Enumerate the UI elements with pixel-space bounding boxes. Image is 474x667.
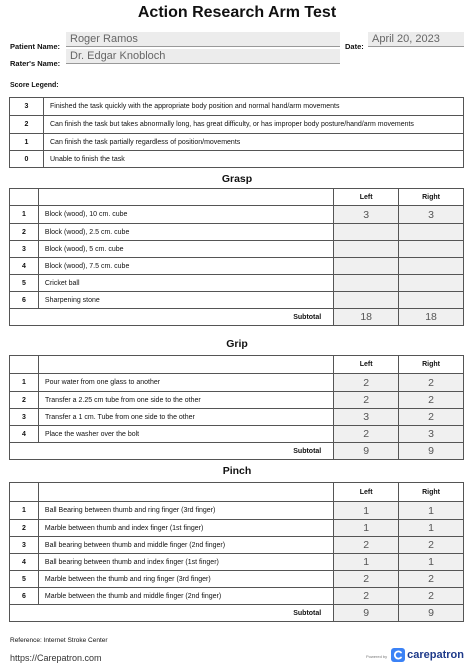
subtotal-label: Subtotal	[10, 309, 334, 326]
task-description: Cricket ball	[38, 275, 333, 292]
task-description: Marble between the thumb and middle finger (2nd finger)	[38, 588, 333, 605]
table-row	[10, 426, 464, 443]
left-subtotal-field[interactable]: 9	[334, 605, 399, 622]
date-label: Date:	[345, 42, 364, 51]
right-score-field[interactable]: 2	[399, 588, 464, 605]
left-score-field[interactable]: 1	[334, 502, 399, 520]
task-number: 1	[10, 502, 39, 520]
right-subtotal-field[interactable]: 18	[399, 309, 464, 326]
right-score-field[interactable]	[399, 275, 464, 292]
task-number: 2	[10, 224, 39, 241]
task-description: Place the washer over the bolt	[38, 426, 333, 443]
right-score-field[interactable]: 3	[399, 206, 464, 224]
legend-score: 2	[10, 116, 44, 134]
table-row	[10, 520, 464, 537]
table-row	[10, 554, 464, 571]
task-description: Block (wood), 5 cm. cube	[38, 241, 333, 258]
task-number: 5	[10, 275, 39, 292]
task-number: 1	[10, 206, 39, 224]
left-subtotal-field[interactable]: 9	[334, 443, 399, 460]
left-subtotal-field[interactable]: 18	[334, 309, 399, 326]
right-column-header: Right	[399, 189, 464, 206]
task-number: 3	[10, 241, 39, 258]
task-number: 5	[10, 571, 39, 588]
form-title: Action Research Arm Test	[137, 4, 337, 21]
table-row	[10, 241, 464, 258]
table-row	[10, 206, 464, 224]
right-subtotal-field[interactable]: 9	[399, 443, 464, 460]
table-row	[10, 409, 464, 426]
legend-description: Can finish the task but takes abnormally long, has great difficulty, or has improper body posture/hand/arm movements	[44, 116, 464, 134]
task-number: 3	[10, 409, 39, 426]
score-legend-table	[9, 97, 464, 168]
legend-row	[10, 98, 464, 116]
reference-note: Reference: Internet Stroke Center	[10, 637, 108, 644]
table-row	[10, 588, 464, 605]
task-description: Transfer a 2.25 cm tube from one side to the other	[38, 392, 333, 409]
table-row	[10, 275, 464, 292]
subtotal-row	[10, 309, 464, 326]
right-score-field[interactable]: 1	[399, 554, 464, 571]
grasp-table	[9, 188, 464, 326]
left-column-header: Left	[334, 483, 399, 502]
table-row	[10, 224, 464, 241]
left-score-field[interactable]: 2	[334, 537, 399, 554]
left-score-field[interactable]: 2	[334, 374, 399, 392]
task-description: Block (wood), 7.5 cm. cube	[38, 258, 333, 275]
table-row	[10, 374, 464, 392]
left-column-header: Left	[334, 356, 399, 374]
table-row	[10, 502, 464, 520]
task-number: 6	[10, 292, 39, 309]
right-score-field[interactable]	[399, 241, 464, 258]
table-row	[10, 571, 464, 588]
task-description: Marble between the thumb and ring finger (3rd finger)	[38, 571, 333, 588]
left-score-field[interactable]: 1	[334, 520, 399, 537]
table-header-row	[10, 356, 464, 374]
task-number: 1	[10, 374, 39, 392]
legend-score: 0	[10, 151, 44, 168]
legend-score: 1	[10, 134, 44, 151]
brand-badge[interactable]	[366, 648, 464, 662]
left-score-field[interactable]: 2	[334, 571, 399, 588]
legend-score: 3	[10, 98, 44, 116]
right-score-field[interactable]	[399, 292, 464, 309]
left-score-field[interactable]: 3	[334, 206, 399, 224]
date-field[interactable]: April 20, 2023	[368, 32, 464, 47]
right-score-field[interactable]: 2	[399, 571, 464, 588]
task-description: Ball bearing between thumb and index finger (1st finger)	[38, 554, 333, 571]
table-row	[10, 392, 464, 409]
right-score-field[interactable]: 2	[399, 374, 464, 392]
footer-link[interactable]: https://Carepatron.com	[10, 653, 102, 663]
task-description: Ball bearing between thumb and middle finger (2nd finger)	[38, 537, 333, 554]
left-score-field[interactable]	[334, 275, 399, 292]
task-description: Pour water from one glass to another	[38, 374, 333, 392]
right-score-field[interactable]	[399, 258, 464, 275]
patient-name-field[interactable]: Roger Ramos	[66, 32, 340, 47]
legend-row	[10, 116, 464, 134]
grip-table	[9, 355, 464, 460]
right-column-header: Right	[399, 356, 464, 374]
table-row	[10, 537, 464, 554]
task-number: 2	[10, 392, 39, 409]
left-score-field[interactable]	[334, 241, 399, 258]
task-number: 6	[10, 588, 39, 605]
score-legend-title: Score Legend:	[10, 82, 59, 89]
table-header-row	[10, 483, 464, 502]
subtotal-label: Subtotal	[10, 443, 334, 460]
task-description: Ball Bearing between thumb and ring finger (3rd finger)	[38, 502, 333, 520]
task-number: 4	[10, 258, 39, 275]
rater-name-label: Rater's Name:	[10, 59, 61, 68]
right-score-field[interactable]: 3	[399, 426, 464, 443]
table-header-row	[10, 189, 464, 206]
left-score-field[interactable]: 2	[334, 392, 399, 409]
subtotal-row	[10, 605, 464, 622]
pinch-section-title: Pinch	[222, 465, 252, 477]
left-score-field[interactable]: 2	[334, 426, 399, 443]
left-score-field[interactable]: 2	[334, 588, 399, 605]
legend-description: Finished the task quickly with the appropriate body position and normal hand/arm movements	[44, 98, 464, 116]
brand-name: carepatron	[407, 649, 464, 661]
right-score-field[interactable]: 2	[399, 537, 464, 554]
table-row	[10, 258, 464, 275]
task-number: 4	[10, 426, 39, 443]
task-number: 3	[10, 537, 39, 554]
legend-description: Unable to finish the task	[44, 151, 464, 168]
legend-row	[10, 151, 464, 168]
left-score-field[interactable]	[334, 224, 399, 241]
subtotal-row	[10, 443, 464, 460]
right-subtotal-field[interactable]: 9	[399, 605, 464, 622]
task-number: 4	[10, 554, 39, 571]
right-column-header: Right	[399, 483, 464, 502]
left-score-field[interactable]	[334, 258, 399, 275]
grasp-section-title: Grasp	[221, 173, 253, 185]
task-description: Transfer a 1 cm. Tube from one side to the other	[38, 409, 333, 426]
right-score-field[interactable]	[399, 224, 464, 241]
right-score-field[interactable]: 1	[399, 502, 464, 520]
left-column-header: Left	[334, 189, 399, 206]
table-row	[10, 292, 464, 309]
left-score-field[interactable]: 1	[334, 554, 399, 571]
subtotal-label: Subtotal	[10, 605, 334, 622]
task-description: Marble between thumb and index finger (1st finger)	[38, 520, 333, 537]
legend-description: Can finish the task partially regardless of position/movements	[44, 134, 464, 151]
task-description: Block (wood), 2.5 cm. cube	[38, 224, 333, 241]
patient-name-label: Patient Name:	[10, 42, 61, 51]
carepatron-logo-icon	[391, 648, 405, 662]
right-score-field[interactable]: 2	[399, 409, 464, 426]
task-description: Sharpening stone	[38, 292, 333, 309]
right-score-field[interactable]: 2	[399, 392, 464, 409]
right-score-field[interactable]: 1	[399, 520, 464, 537]
grip-section-title: Grip	[226, 338, 248, 350]
legend-row	[10, 134, 464, 151]
task-description: Block (wood), 10 cm. cube	[38, 206, 333, 224]
left-score-field[interactable]: 3	[334, 409, 399, 426]
rater-name-field[interactable]: Dr. Edgar Knobloch	[66, 49, 340, 64]
pinch-table	[9, 482, 464, 622]
task-number: 2	[10, 520, 39, 537]
powered-by-label: Powered by	[366, 653, 388, 659]
left-score-field[interactable]	[334, 292, 399, 309]
